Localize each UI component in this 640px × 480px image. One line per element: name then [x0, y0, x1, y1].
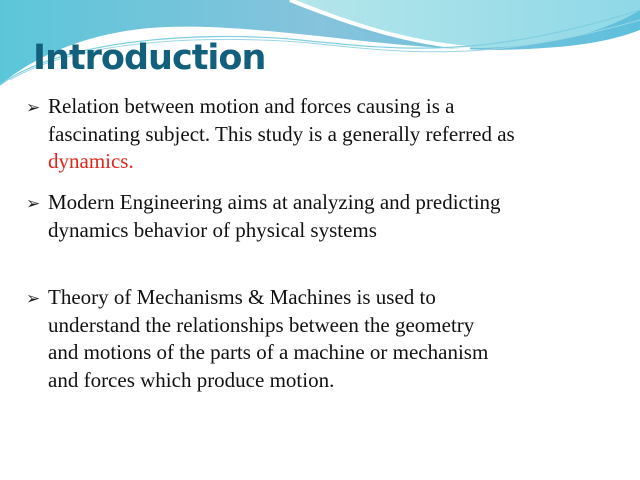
arrow-bullet-icon: ➢ — [26, 98, 41, 118]
slide-title: Introduction — [33, 38, 266, 78]
bullet-line: and motions of the parts of a machine or mechanism — [48, 340, 489, 364]
bullet-item — [26, 284, 488, 394]
bullet-line: Theory of Mechanisms & Machines is used to — [48, 285, 436, 309]
bullet-line: Relation between motion and forces causing is a — [48, 94, 455, 118]
arrow-bullet-icon: ➢ — [26, 289, 41, 309]
bullet-line: dynamics behavior of physical systems — [48, 217, 377, 242]
bullet-line: fascinating subject. This study is a generally referred as — [48, 121, 515, 146]
bullet-item — [26, 93, 515, 176]
bullet-line: and forces which produce motion. — [48, 367, 335, 392]
highlighted-term: dynamics. — [48, 149, 134, 173]
bullet-line: understand the relationships between the geometry — [48, 312, 475, 337]
bullet-line: Modern Engineering aims at analyzing and predicting — [48, 190, 501, 214]
bullet-item — [26, 189, 501, 244]
arrow-bullet-icon: ➢ — [26, 194, 41, 214]
